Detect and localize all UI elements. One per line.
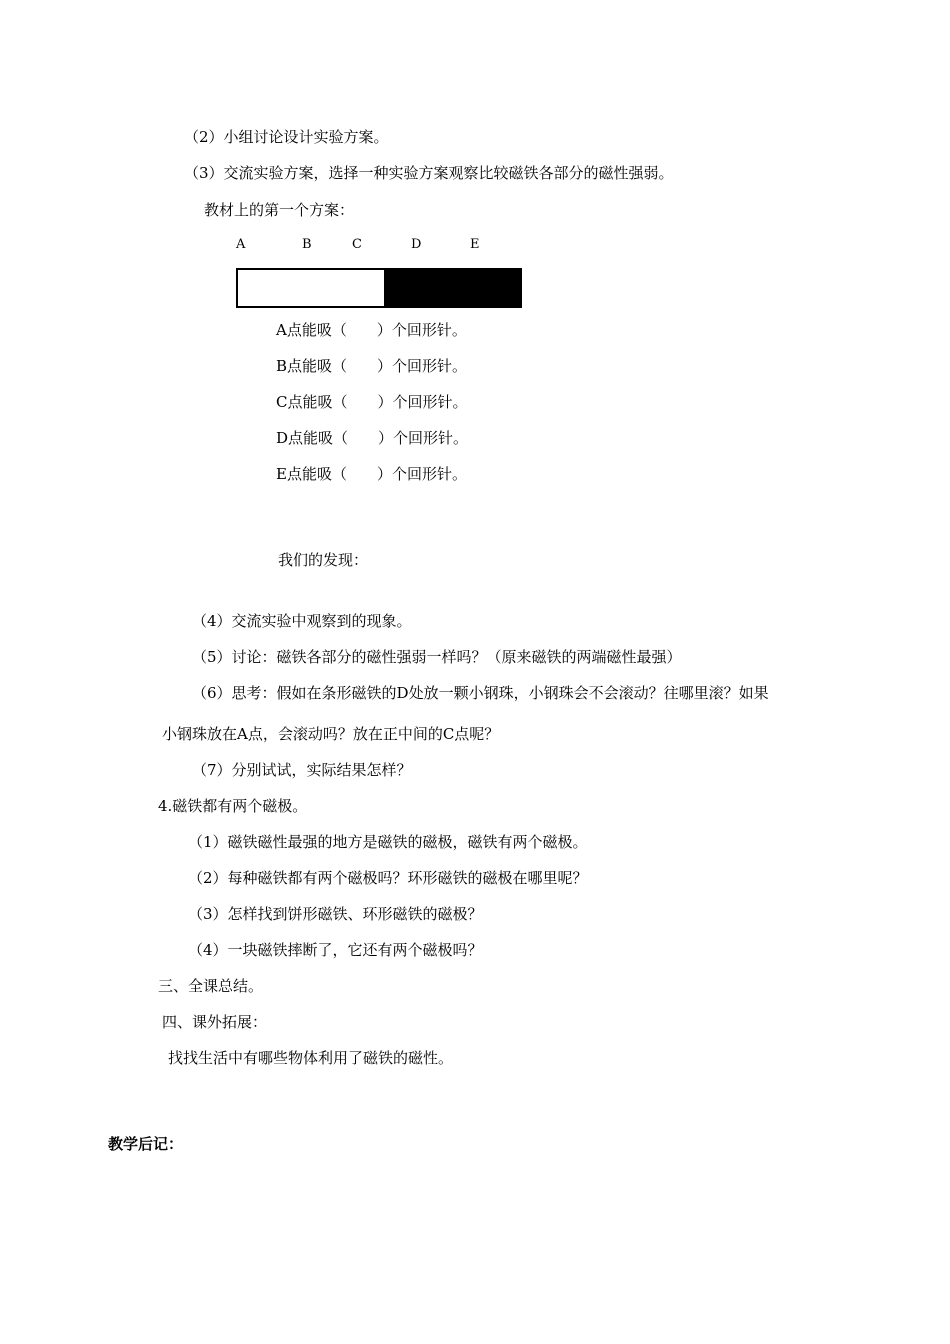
attract-line-c: C点能吸（ ）个回形针。 xyxy=(276,393,468,411)
point-label-e: E xyxy=(470,237,480,252)
step-3: （3）交流实验方案，选择一种实验方案观察比较磁铁各部分的磁性强弱。 xyxy=(184,164,674,182)
attract-line-b: B点能吸（ ）个回形针。 xyxy=(276,357,468,375)
plan-title: 教材上的第一个方案： xyxy=(204,201,355,219)
step-2: （2）小组讨论设计实验方案。 xyxy=(184,128,389,146)
step-6-continued: 小钢珠放在A点，会滚动吗？放在正中间的C点呢？ xyxy=(162,725,500,743)
step-5: （5）讨论：磁铁各部分的磁性强弱一样吗？（原来磁铁的两端磁性最强） xyxy=(192,648,682,666)
step-4: （4）交流实验中观察到的现象。 xyxy=(192,612,412,630)
step-7: （7）分别试试，实际结果怎样？ xyxy=(192,761,412,779)
postscript-heading: 教学后记： xyxy=(108,1135,184,1153)
step-6: （6）思考：假如在条形磁铁的D处放一颗小钢珠，小钢珠会不会滚动？往哪里滚？如果 xyxy=(192,684,769,702)
summary-heading: 三、全课总结。 xyxy=(158,977,264,995)
point-label-c: C xyxy=(352,237,362,252)
point-label-b: B xyxy=(302,237,312,252)
findings-label: 我们的发现： xyxy=(278,551,369,569)
bar-magnet xyxy=(236,268,522,308)
attract-line-a: A点能吸（ ）个回形针。 xyxy=(276,321,467,339)
section-4-item-4: （4）一块磁铁摔断了，它还有两个磁极吗？ xyxy=(188,941,483,959)
section-4-item-3: （3）怎样找到饼形磁铁、环形磁铁的磁极？ xyxy=(188,905,483,923)
section-4-item-1: （1）磁铁磁性最强的地方是磁铁的磁极，磁铁有两个磁极。 xyxy=(188,833,588,851)
extension-heading: 四、课外拓展： xyxy=(162,1013,268,1031)
extension-text: 找找生活中有哪些物体利用了磁铁的磁性。 xyxy=(168,1049,454,1067)
magnet-white-half xyxy=(238,270,386,306)
point-label-d: D xyxy=(411,237,422,252)
attract-line-d: D点能吸（ ）个回形针。 xyxy=(276,429,469,447)
magnet-black-half xyxy=(386,270,520,306)
section-4-title: 4.磁铁都有两个磁极。 xyxy=(158,797,308,815)
point-label-a: A xyxy=(236,237,246,252)
section-4-item-2: （2）每种磁铁都有两个磁极吗？环形磁铁的磁极在哪里呢？ xyxy=(188,869,588,887)
attract-line-e: E点能吸（ ）个回形针。 xyxy=(276,465,467,483)
